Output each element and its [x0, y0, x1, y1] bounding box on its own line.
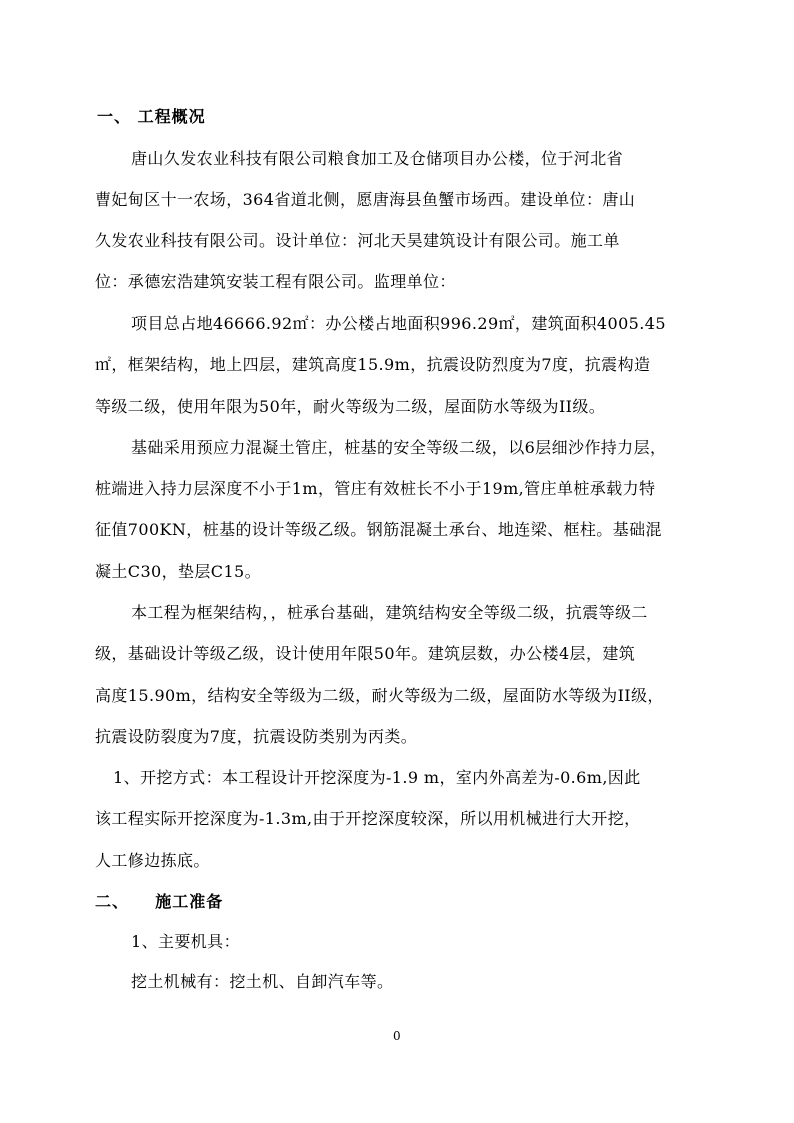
paragraph-line: 凝土C30，垫层C15。 — [95, 562, 262, 581]
paragraph-line: 曹妃甸区十一农场，364省道北侧，愿唐海县鱼蟹市场西。建设单位：唐山 — [95, 190, 636, 209]
list-item: 1、主要机具： — [131, 932, 240, 951]
paragraph-line: 该工程实际开挖深度为-1.3m,由于开挖深度较深，所以用机械进行大开挖， — [95, 809, 641, 828]
paragraph-line: 等级二级，使用年限为50年，耐火等级为二级，屋面防水等级为II级。 — [95, 397, 606, 416]
paragraph-line: 抗震设防裂度为7度，抗震设防类别为丙类。 — [95, 727, 418, 746]
paragraph-line: 久发农业科技有限公司。设计单位：河北天昊建筑设计有限公司。施工单 — [95, 231, 620, 250]
paragraph-line: ㎡，框架结构，地上四层，建筑高度15.9m，抗震设防烈度为7度，抗震构造 — [95, 355, 651, 374]
section-heading-overview: 一、 工程概况 — [97, 107, 206, 126]
paragraph-line: 1、开挖方式：本工程设计开挖深度为-1.9 m，室内外高差为-0.6m,因此 — [113, 768, 641, 787]
page-number: 0 — [393, 1029, 401, 1043]
paragraph-line: 高度15.90m，结构安全等级为二级，耐火等级为二级，屋面防水等级为II级， — [95, 686, 664, 705]
paragraph-line: 唐山久发农业科技有限公司粮食加工及仓储项目办公楼，位于河北省 — [131, 149, 624, 168]
paragraph-line: 位：承德宏浩建筑安装工程有限公司。监理单位： — [95, 272, 456, 291]
list-item-detail: 挖土机械有：挖土机、自卸汽车等。 — [131, 972, 394, 991]
paragraph-line: 征值700KN，桩基的设计等级乙级。钢筋混凝土承台、地连梁、框柱。基础混 — [95, 520, 662, 539]
paragraph-line: 人工修边拣底。 — [95, 851, 210, 870]
paragraph-line: 基础采用预应力混凝土管庄，桩基的安全等级二级，以6层细沙作持力层， — [131, 438, 667, 457]
paragraph-line: 项目总占地46666.92㎡：办公楼占地面积996.29㎡，建筑面积4005.45 — [131, 314, 666, 333]
paragraph-line: 本工程为框架结构，，桩承台基础，建筑结构安全等级二级，抗震等级二 — [131, 603, 648, 622]
paragraph-line: 桩端进入持力层深度不小于1m，管庄有效桩长不小于19m,管庄单桩承载力特 — [95, 479, 656, 498]
paragraph-line: 级，基础设计等级乙级，设计使用年限50年。建筑层数，办公楼4层，建筑 — [95, 644, 636, 663]
section-heading-preparation: 二、 施工准备 — [95, 892, 224, 911]
